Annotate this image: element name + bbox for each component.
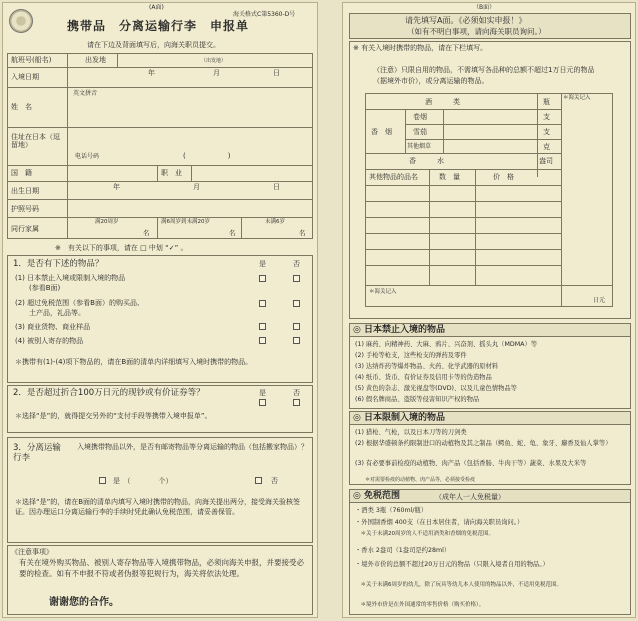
- birth-unit-month: 月: [193, 183, 200, 191]
- customs-use-label: ＊海关记入: [563, 95, 591, 101]
- dutyfree-item-7: ＊境外市价是在外国通常的零售价格（购买价格）。: [355, 602, 485, 608]
- form-title: 携带品 分离运输行李 申报单: [67, 19, 250, 33]
- customs-form-side-a: [2, 2, 318, 618]
- other-tobacco-label: 其他烟草: [407, 143, 432, 150]
- q1-item-1b: (参看B面): [15, 284, 61, 292]
- notice-body: 有关在境外购买物品、被别人寄存物品等入境携带物品，必须向海关申报，并要接受必要的检查。如有不申报不符或者伪报等犯规行为，海关将依法处理。: [19, 558, 304, 578]
- q1-yes-header: 是: [259, 260, 266, 268]
- unit-bottle: 瓶: [543, 98, 550, 106]
- flight-number-label: 航班号(船名): [11, 56, 52, 64]
- date-unit-year: 年: [148, 69, 155, 77]
- cigarette-qty-field[interactable]: [407, 111, 537, 123]
- intro-text: 请先填写A面。《必须如实申报！》: [405, 16, 527, 25]
- form-code: 海关格式C第5360-D号: [233, 11, 296, 18]
- prohibited-item-6: (6) 假名牌商品、盗版等侵害知识产权的物品: [355, 396, 480, 403]
- entry-date-label: 入境日期: [11, 73, 39, 81]
- name-field[interactable]: [69, 98, 311, 125]
- occupation-field[interactable]: [193, 167, 311, 179]
- q1-4-yes-checkbox[interactable]: [259, 337, 266, 344]
- price-header: 价 格: [493, 173, 514, 181]
- family-suffix-2: 名: [229, 229, 236, 237]
- other-goods-row-field[interactable]: [367, 187, 429, 200]
- q1-1-no-checkbox[interactable]: [293, 275, 300, 282]
- birth-date-label: 出生日期: [11, 187, 39, 195]
- romaji-label: 英文拼音: [73, 90, 98, 97]
- dutyfree-subtitle: （成年人一人免税量）: [435, 493, 505, 501]
- other-goods-header: 其他物品的品名: [369, 173, 418, 181]
- q2-yes-checkbox[interactable]: [259, 399, 266, 406]
- question-3-title: 3．分离运输行李: [13, 443, 61, 464]
- nationality-label: 国 籍: [11, 169, 32, 177]
- customs-form-side-b: [342, 2, 636, 618]
- departure-label: 出发地: [85, 56, 106, 64]
- dutyfree-item-1: ・酒类 3瓶（760ml/瓶）: [355, 507, 428, 514]
- q2-no-header: 否: [293, 389, 300, 397]
- q2-yes-header: 是: [259, 389, 266, 397]
- q1-item-1: (1) 日本禁止入境或限制入境的物品: [15, 274, 126, 282]
- family-suffix-3: 名: [299, 229, 306, 237]
- dutyfree-item-6: ＊关于未满6周岁的幼儿，除了玩具等幼儿本人使用的物品以外，不适用免税范围。: [355, 582, 563, 588]
- side-b-label: （B面）: [473, 4, 496, 11]
- restricted-item-note: ＊对需要检疫的动植物、肉产品等，必须接受检疫: [365, 477, 476, 483]
- name-label: 姓 名: [11, 103, 32, 111]
- address-label: 住址在日本（逗留地）: [11, 133, 60, 150]
- phone-label: 电话号码: [75, 153, 100, 160]
- q3-note: ＊选择“是”的，请在B面的清单内填写入境时携带的物品，向海关提出两分，接受海关验核签证。因办理运口分离运输行李的手续时凭此确认免税范围，请妥善保管。: [15, 498, 301, 517]
- dutyfree-title: ◎ 免税范围: [353, 491, 401, 501]
- address-field[interactable]: [69, 129, 311, 145]
- date-unit-month: 月: [213, 69, 220, 77]
- family-label: 同行家属: [11, 225, 39, 233]
- birth-unit-day: 日: [273, 183, 280, 191]
- occupation-label: 职 业: [161, 169, 182, 177]
- restricted-title-text: 日本限制入境的物品: [364, 413, 446, 423]
- restricted-title: ◎ 日本限制入境的物品: [353, 413, 446, 423]
- restricted-item-1: (1) 猎枪、气枪，以及日本刀等的刀剑类: [355, 429, 467, 436]
- q1-2-yes-checkbox[interactable]: [259, 300, 266, 307]
- prohibited-item-3: (3) 达纳炸药等爆炸物品、火药、化学武器的原材料: [355, 363, 499, 370]
- alcohol-label: 酒 类: [425, 98, 460, 106]
- declaration-star-note: ※ 有关入境时携带的物品，请在下栏填写。: [353, 44, 488, 52]
- unit-ounce: 盎司: [539, 157, 553, 165]
- birth-unit-year: 年: [113, 183, 120, 191]
- side-a-label: (A面): [149, 4, 164, 11]
- yen-label: 日元: [593, 297, 606, 304]
- customs-emblem-icon: [9, 9, 33, 33]
- question-1-title: 1．是否有下述的物品？: [13, 259, 104, 269]
- family-suffix-1: 名: [143, 229, 150, 237]
- perfume-label: 香 水: [409, 157, 444, 165]
- prohibited-title: ◎ 日本禁止入境的物品: [353, 325, 446, 335]
- quantity-header: 数 量: [439, 173, 460, 181]
- dutyfree-title-text: 免税范围: [364, 491, 401, 501]
- customs-use-label-2: ＊海关记入: [369, 289, 397, 295]
- unit-gram: 克: [543, 143, 550, 151]
- unit-cigar: 支: [543, 128, 550, 136]
- notice-title: 《注意事项》: [11, 548, 53, 556]
- q3-question: 入境携带物品以外，是否有邮寄物品等分离运输的物品（包括搬家物品）？: [77, 443, 308, 451]
- goods-table: [365, 93, 613, 307]
- q1-note: ＊携带有(1)-(4)项下物品的，请在B面的清单内详细填写入境时携带的物品。: [15, 358, 253, 366]
- attention-note: （注意）只限自用的物品，不需填写各品种的总额不超过1万日元的物品（据境外市价），或分离运输的物品。: [373, 66, 595, 85]
- birth-date-field[interactable]: [69, 191, 311, 198]
- dutyfree-item-5: ・境外市价的总额不超过20万日元的物品（只限入境者自用的物品。）: [355, 561, 549, 568]
- q3-no-checkbox[interactable]: [255, 477, 262, 484]
- departure-hint: （出发地）: [201, 58, 227, 64]
- intro-text-2: （如有不明白事项，请向海关职员询问。）: [407, 27, 546, 36]
- date-unit-day: 日: [273, 69, 280, 77]
- phone-brackets: ( ): [183, 152, 231, 160]
- tobacco-label: 香 烟: [371, 128, 392, 136]
- restricted-item-2: (2) 根据华盛顿条约限制进口的动植物及其之制品（鳄鱼、蛇、龟、象牙、麝香及仙人掌等）: [355, 440, 612, 447]
- family-col-infant: 未满6岁: [265, 219, 285, 225]
- q1-1-yes-checkbox[interactable]: [259, 275, 266, 282]
- thanks-text: 谢谢您的合作。: [49, 597, 119, 608]
- check-instruction: ※ 有关以下的事项，请在 □ 中划 “✓” 。: [55, 244, 188, 252]
- family-col-adult: 满20周岁: [95, 219, 119, 225]
- q2-note: ＊选择“是”的，就得提交另外的“支付手段等携带入境申报单”。: [15, 412, 212, 420]
- prohibited-item-4: (4) 纸币、货币、有价证券及信用卡等的伪造物品: [355, 374, 492, 381]
- prohibited-item-2: (2) 手枪等枪支，这些枪支的弹药及零件: [355, 352, 467, 359]
- q1-3-yes-checkbox[interactable]: [259, 323, 266, 330]
- q1-2-no-checkbox[interactable]: [293, 300, 300, 307]
- prohibited-title-text: 日本禁止入境的物品: [364, 325, 446, 335]
- question-2-title: 2．是否超过折合100万日元的现钞或有价证券等？: [13, 388, 205, 398]
- nationality-field[interactable]: [69, 167, 155, 179]
- departure-field[interactable]: [121, 57, 309, 66]
- dutyfree-item-3: ＊关于未满20周岁的人不适用酒类和香烟的免税范围。: [355, 531, 495, 537]
- entry-date-field[interactable]: [69, 75, 311, 86]
- cigar-label: 雪茄: [413, 128, 427, 136]
- prohibited-item-1: (1) 麻药、向精神药、大麻、鸦片、兴奋剂、摇头丸（MDMA）等: [355, 341, 538, 348]
- dutyfree-item-4: ・香水 2盎司（1盎司是约28ml）: [355, 547, 451, 554]
- q3-yes-count: 是 （ 个）: [113, 477, 173, 485]
- q1-item-2b: 土产品，礼品等。: [15, 309, 85, 317]
- q1-item-2: (2) 超过免税范围（参看B面）的购买品、: [15, 299, 144, 307]
- restricted-item-3: (3) 有必要事前检疫的动植物、肉产品（包括香肠、牛肉干等）蔬菜、水果及大米等: [355, 460, 587, 467]
- dutyfree-item-2: ・外国制香烟 400支（在日本居住者，请向海关职员询问。）: [355, 519, 524, 526]
- instruction: 请在下边及背面填写后，向海关职员提交。: [87, 41, 220, 49]
- q1-no-header: 否: [293, 260, 300, 268]
- q3-yes-checkbox[interactable]: [99, 477, 106, 484]
- prohibited-item-5: (5) 黄色的杂志、激光视盘等(DVD)、以及儿童色情物品等: [355, 385, 517, 392]
- q2-no-checkbox[interactable]: [293, 399, 300, 406]
- family-col-child: 满6周岁到未满20岁: [161, 219, 210, 225]
- passport-field[interactable]: [69, 201, 311, 215]
- passport-label: 护照号码: [11, 205, 39, 213]
- q1-3-no-checkbox[interactable]: [293, 323, 300, 330]
- cigarette-label: 卷烟: [413, 113, 427, 121]
- q1-item-3: (3) 商业货物、商业样品: [15, 323, 91, 331]
- q1-4-no-checkbox[interactable]: [293, 337, 300, 344]
- q3-no-label: 否: [271, 477, 278, 485]
- unit-cigarette: 支: [543, 113, 550, 121]
- q1-item-4: (4) 被别人寄存的物品: [15, 337, 84, 345]
